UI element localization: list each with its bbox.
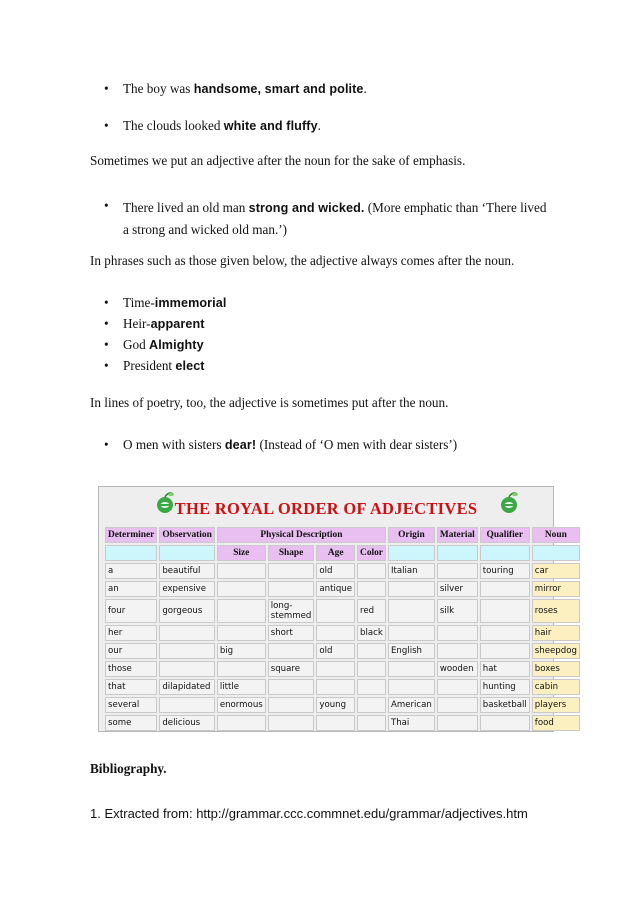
table-cell	[217, 661, 266, 677]
table-cell: English	[388, 643, 435, 659]
green-e-icon	[499, 491, 519, 515]
table-cell: expensive	[159, 581, 214, 597]
table-cell: American	[388, 697, 435, 713]
table-cell	[316, 679, 355, 695]
table-cell	[437, 715, 478, 731]
bullet-dot: •	[104, 295, 109, 310]
header-cell: Material	[437, 527, 478, 543]
table-row	[105, 581, 580, 597]
table-cell	[437, 697, 478, 713]
table-cell	[437, 625, 478, 641]
table-row	[105, 599, 580, 623]
table-cell	[437, 679, 478, 695]
header-cell: Noun	[532, 527, 580, 543]
bullet-dot: •	[104, 358, 109, 373]
table-cell	[316, 599, 355, 623]
table-cell	[316, 625, 355, 641]
table-cell	[159, 643, 214, 659]
header-cell: Determiner	[105, 527, 157, 543]
bullet-text-end: (More emphatic than ‘There lived a strong and wicked old man.’)	[123, 200, 547, 237]
table-cell: Italian	[388, 563, 435, 579]
table-cell: some	[105, 715, 157, 731]
blank-cell	[437, 545, 478, 561]
bullet-text: Heir-	[123, 316, 151, 331]
bullet-bold-text: elect	[175, 359, 205, 373]
table-header-banner	[99, 487, 553, 525]
table-cell	[437, 643, 478, 659]
bullet-dot: •	[104, 198, 109, 213]
header-cell: Origin	[388, 527, 435, 543]
royal-order-table-image	[98, 486, 577, 732]
table-cell	[159, 661, 214, 677]
bullet-item	[104, 197, 547, 237]
bullet-bold-text: Almighty	[149, 338, 204, 352]
table-cell: silver	[437, 581, 478, 597]
bullet-text-end: (Instead of ‘O men with dear sisters’)	[256, 437, 458, 452]
table-cell	[217, 715, 266, 731]
table-cell: basketball	[480, 697, 530, 713]
bullet-text: President	[123, 358, 176, 373]
table-cell: enormous	[217, 697, 266, 713]
table-cell	[388, 661, 435, 677]
table-cell: old	[316, 563, 355, 579]
table-cell	[217, 581, 266, 597]
table-cell	[217, 625, 266, 641]
table-row	[105, 661, 580, 677]
table-cell: delicious	[159, 715, 214, 731]
paragraph: In lines of poetry, too, the adjective is sometimes put after the noun.	[90, 395, 449, 410]
table-cell: wooden	[437, 661, 478, 677]
table-cell	[480, 599, 530, 623]
table-cell: short	[268, 625, 315, 641]
paragraph: Sometimes we put an adjective after the noun for the sake of emphasis.	[90, 153, 466, 168]
table-cell	[268, 715, 315, 731]
table-cell: antique	[316, 581, 355, 597]
subheader-cell: Age	[316, 545, 355, 561]
table-cell	[159, 625, 214, 641]
header-cell: Qualifier	[480, 527, 530, 543]
table-cell	[268, 679, 315, 695]
table-cell	[357, 661, 386, 677]
noun-cell: cabin	[532, 679, 580, 695]
table-cell: little	[217, 679, 266, 695]
table-cell: gorgeous	[159, 599, 214, 623]
table-row	[105, 625, 580, 641]
noun-cell: roses	[532, 599, 580, 623]
bullet-bold-text: strong and wicked.	[248, 201, 365, 215]
table-cell	[316, 715, 355, 731]
table-cell: big	[217, 643, 266, 659]
table-cell: touring	[480, 563, 530, 579]
table-cell: old	[316, 643, 355, 659]
table-cell	[437, 563, 478, 579]
table-cell: long-stemmed	[268, 599, 315, 623]
noun-cell: sheepdog	[532, 643, 580, 659]
table-cell: red	[357, 599, 386, 623]
bullet-text: The clouds looked	[123, 118, 224, 133]
table-cell	[159, 697, 214, 713]
table-cell: that	[105, 679, 157, 695]
bullet-bold-text: handsome, smart and polite	[193, 82, 364, 96]
blank-cell	[105, 545, 157, 561]
table-cell	[268, 643, 315, 659]
table-cell	[268, 581, 315, 597]
subheader-cell: Size	[217, 545, 266, 561]
table-row	[105, 563, 580, 579]
table-cell	[357, 697, 386, 713]
bullet-bold-text: dear!	[224, 438, 257, 452]
table-cell: those	[105, 661, 157, 677]
paragraph: In phrases such as those given below, the adjective always comes after the noun.	[90, 253, 515, 268]
noun-cell: players	[532, 697, 580, 713]
table-row	[105, 679, 580, 695]
subheader-cell: Color	[357, 545, 386, 561]
table-cell: black	[357, 625, 386, 641]
bullet-text: God	[123, 337, 150, 352]
table-cell: our	[105, 643, 157, 659]
bullet-text: There lived an old man	[123, 200, 249, 215]
header-cell: Physical Description	[217, 527, 386, 543]
table-cell	[388, 679, 435, 695]
table-cell: Thai	[388, 715, 435, 731]
table-cell	[480, 581, 530, 597]
table-cell: hat	[480, 661, 530, 677]
bullet-dot: •	[104, 118, 109, 133]
bullet-text: O men with sisters	[123, 437, 225, 452]
bullet-dot: •	[104, 81, 109, 96]
bullet-text: Time-	[123, 295, 155, 310]
table-cell	[480, 625, 530, 641]
table-cell	[388, 625, 435, 641]
bullet-dot: •	[104, 437, 109, 452]
table-body	[105, 563, 580, 731]
noun-cell: mirror	[532, 581, 580, 597]
table-cell: silk	[437, 599, 478, 623]
bullet-text: The boy was	[123, 81, 194, 96]
bullet-dot: •	[104, 316, 109, 331]
blank-cell	[388, 545, 435, 561]
table-cell: her	[105, 625, 157, 641]
table-row	[105, 715, 580, 731]
table-cell: dilapidated	[159, 679, 214, 695]
subheader-row	[105, 545, 580, 561]
table-cell: an	[105, 581, 157, 597]
table-cell: square	[268, 661, 315, 677]
table-cell: beautiful	[159, 563, 214, 579]
table-row	[105, 643, 580, 659]
noun-cell: car	[532, 563, 580, 579]
table-cell	[316, 661, 355, 677]
bullet-bold-text: apparent	[150, 317, 205, 331]
bullet-bold-text: white and fluffy	[223, 119, 318, 133]
table-cell: several	[105, 697, 157, 713]
table-cell	[268, 563, 315, 579]
adjective-order-table	[103, 525, 582, 733]
table-cell	[357, 563, 386, 579]
bullet-bold-text: immemorial	[154, 296, 227, 310]
bibliography-heading: Bibliography.	[90, 761, 167, 776]
table-cell	[388, 599, 435, 623]
blank-cell	[532, 545, 580, 561]
bullet-text-end: .	[317, 118, 321, 133]
bullet-dot: •	[104, 337, 109, 352]
table-cell	[268, 697, 315, 713]
table-title: THE ROYAL ORDER OF ADJECTIVES	[174, 499, 478, 518]
table-cell	[357, 715, 386, 731]
table-cell	[217, 599, 266, 623]
table-cell	[357, 581, 386, 597]
noun-cell: food	[532, 715, 580, 731]
table-cell: four	[105, 599, 157, 623]
table-cell	[480, 715, 530, 731]
table-row	[105, 697, 580, 713]
noun-cell: boxes	[532, 661, 580, 677]
table-cell	[480, 643, 530, 659]
blank-cell	[480, 545, 530, 561]
table-cell	[388, 581, 435, 597]
noun-cell: hair	[532, 625, 580, 641]
table-cell: a	[105, 563, 157, 579]
header-cell: Observation	[159, 527, 214, 543]
header-row	[105, 527, 580, 543]
blank-cell	[159, 545, 214, 561]
table-cell: hunting	[480, 679, 530, 695]
table-cell	[217, 563, 266, 579]
table-cell: young	[316, 697, 355, 713]
table-cell	[357, 679, 386, 695]
bullet-text-end: .	[363, 81, 367, 96]
subheader-cell: Shape	[268, 545, 315, 561]
reference-line: 1. Extracted from: http://grammar.ccc.commnet.edu/grammar/adjectives.htm	[90, 806, 528, 821]
table-cell	[357, 643, 386, 659]
